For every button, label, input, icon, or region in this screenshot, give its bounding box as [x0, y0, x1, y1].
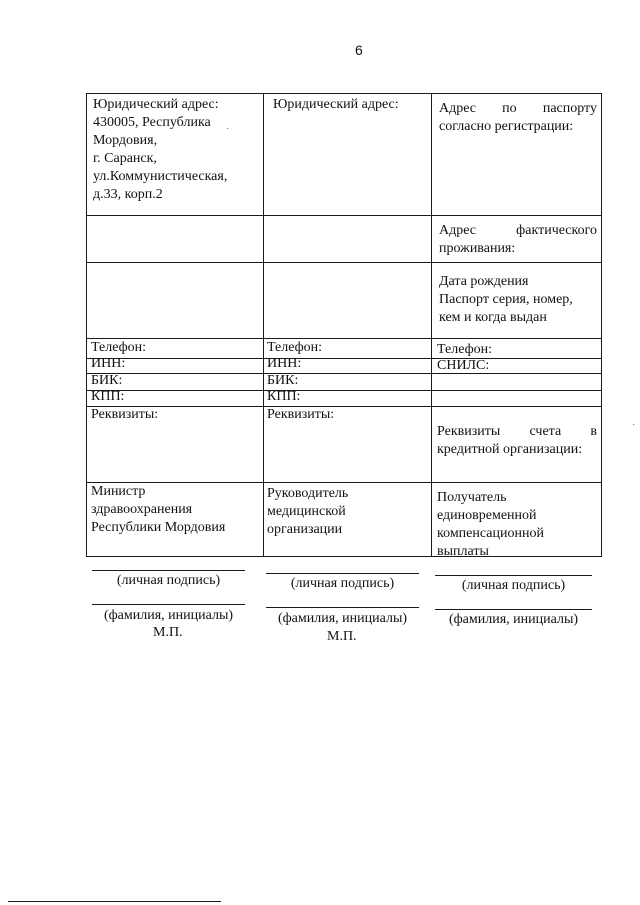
row-divider — [87, 262, 601, 263]
organization-bik-label: БИК: — [267, 373, 299, 388]
organization-signatory: Руководитель медицинской организации — [267, 486, 349, 537]
organization-phone-label: Телефон: — [267, 340, 323, 355]
recipient-name-line — [435, 609, 592, 610]
recipient-name-initials-caption: (фамилия, инициалы) — [448, 612, 579, 627]
column-divider — [431, 94, 432, 556]
organization-signature-line — [266, 573, 419, 574]
ministry-signature-line — [92, 570, 245, 571]
recipient-actual-address-line1: Адрес фактического — [439, 223, 597, 238]
ministry-name-line — [92, 604, 245, 605]
recipient-actual-address-line2: проживания: — [439, 241, 516, 256]
recipient-signature-line — [435, 575, 592, 576]
organization-legal-address: Юридический адрес: — [273, 97, 399, 112]
column-divider — [263, 94, 264, 556]
recipient-personal-signature-caption: (личная подпись) — [461, 578, 566, 593]
scan-speck: · — [632, 420, 636, 431]
recipient-birth-passport: Дата рождения Паспорт серия, номер, кем и когда выдан — [439, 274, 573, 325]
organization-requisites-label: Реквизиты: — [267, 407, 335, 422]
ministry-signatory: Министр здравоохранения Республики Мордовия — [91, 484, 226, 535]
page-number: 6 — [355, 42, 363, 58]
organization-kpp-label: КПП: — [267, 389, 301, 404]
organization-name-line — [266, 607, 419, 608]
ministry-personal-signature-caption: (личная подпись) — [116, 573, 221, 588]
ministry-legal-address: Юридический адрес: 430005, Республика Мордовия, г. Саранск, ул.Коммунистическая, д.33, корп.2 — [93, 97, 228, 202]
recipient-signatory: Получатель единовременной компенсационной выплаты — [437, 490, 544, 559]
recipient-phone-label: Телефон: — [437, 342, 493, 357]
recipient-account-line2: кредитной организации: — [437, 442, 583, 457]
ministry-name-initials-caption: (фамилия, инициалы) — [103, 608, 234, 623]
ministry-seal-mark: М.П. — [153, 625, 183, 640]
ministry-kpp-label: КПП: — [91, 389, 125, 404]
organization-inn-label: ИНН: — [267, 356, 302, 371]
organization-seal-mark: М.П. — [327, 629, 357, 644]
ministry-bik-label: БИК: — [91, 373, 123, 388]
recipient-passport-address-line2: согласно регистрации: — [439, 119, 574, 134]
scan-speck: · — [226, 124, 230, 135]
agreement-requisites-table — [86, 93, 602, 557]
footnote-separator-line — [8, 901, 221, 902]
recipient-snils-label: СНИЛС: — [437, 358, 490, 373]
ministry-requisites-label: Реквизиты: — [91, 407, 159, 422]
ministry-phone-label: Телефон: — [91, 340, 147, 355]
ministry-inn-label: ИНН: — [91, 356, 126, 371]
row-divider — [87, 215, 601, 216]
organization-personal-signature-caption: (личная подпись) — [290, 576, 395, 591]
organization-name-initials-caption: (фамилия, инициалы) — [277, 611, 408, 626]
recipient-account-line1: Реквизиты счета в — [437, 424, 597, 439]
recipient-passport-address-line1: Адрес по паспорту — [439, 101, 597, 116]
